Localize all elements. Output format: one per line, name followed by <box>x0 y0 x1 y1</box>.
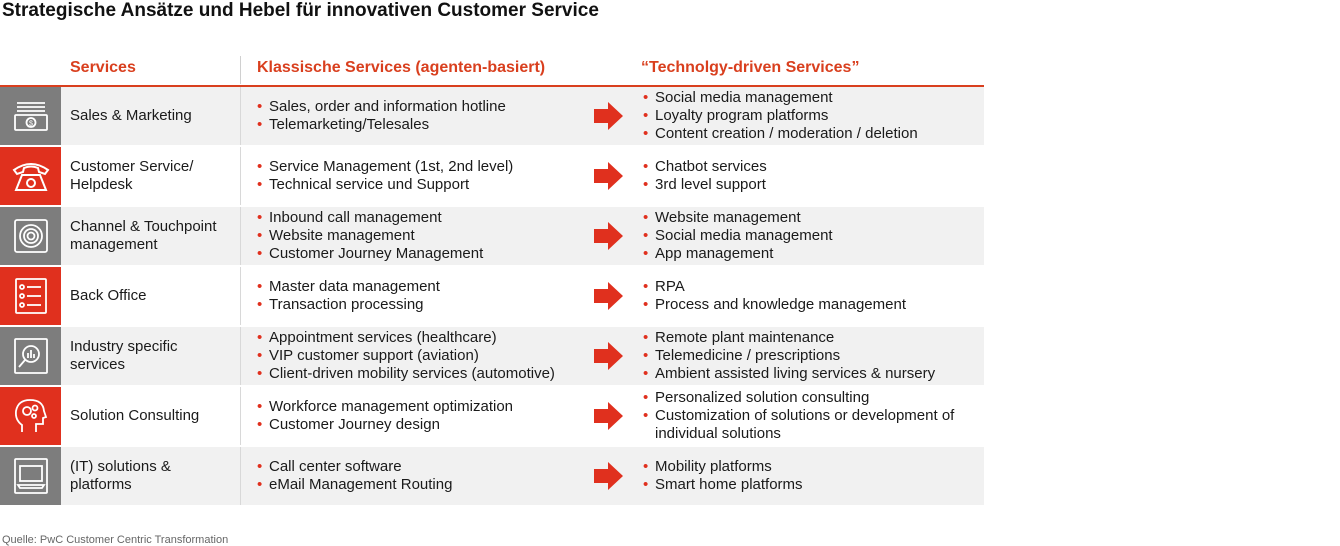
laptop-icon <box>0 447 61 505</box>
table-row <box>0 327 984 385</box>
arrow-right-icon <box>594 222 623 250</box>
column-divider <box>240 327 241 385</box>
list-item: • VIP customer support (aviation) <box>257 347 587 365</box>
list-item: • Customer Journey design <box>257 416 587 434</box>
column-divider <box>240 387 241 445</box>
tech-services-list <box>643 327 978 385</box>
list-item: • Technical service und Support <box>257 176 587 194</box>
arrow-right-icon <box>594 102 623 130</box>
source-note: Quelle: PwC Customer Centric Transformation <box>2 534 229 546</box>
classic-services-list <box>257 87 587 145</box>
head-gears-icon <box>0 387 61 445</box>
target-icon <box>0 207 61 265</box>
list-item: • Remote plant maintenance <box>643 329 978 347</box>
list-item: • Process and knowledge management <box>643 296 978 314</box>
list-item: • Customer Journey Management <box>257 245 587 263</box>
list-item: • Chatbot services <box>643 158 978 176</box>
arrow-right-icon <box>594 282 623 310</box>
classic-services-list <box>257 207 587 265</box>
header-tech-services: “Technolgy-driven Services” <box>641 59 860 76</box>
tech-services-list <box>643 207 978 265</box>
classic-services-list <box>257 147 587 205</box>
classic-services-list <box>257 327 587 385</box>
list-item: • Service Management (1st, 2nd level) <box>257 158 587 176</box>
header-classic-services: Klassische Services (agenten-basiert) <box>257 59 546 76</box>
arrow-right-icon <box>594 402 623 430</box>
list-item: • Website management <box>257 227 587 245</box>
table-row <box>0 267 984 325</box>
list-item: • Ambient assisted living services & nursery <box>643 365 978 383</box>
list-item: • Workforce management optimization <box>257 398 587 416</box>
list-item: • Telemarketing/Telesales <box>257 116 587 134</box>
service-name: Industry specific services <box>70 338 178 373</box>
header-divider <box>240 56 241 84</box>
list-item: • Telemedicine / prescriptions <box>643 347 978 365</box>
list-item: • Inbound call management <box>257 209 587 227</box>
list-item: • Social media management <box>643 227 978 245</box>
list-item: • Loyalty program platforms <box>643 107 978 125</box>
checklist-icon <box>0 267 61 325</box>
list-item: • RPA <box>643 278 978 296</box>
tech-services-list <box>643 147 978 205</box>
service-name: (IT) solutions & platforms <box>70 458 171 493</box>
services-table <box>0 87 984 507</box>
service-name: Sales & Marketing <box>70 107 192 124</box>
classic-services-list <box>257 447 587 505</box>
column-divider <box>240 87 241 145</box>
table-row <box>0 207 984 265</box>
table-row <box>0 147 984 205</box>
arrow-right-icon <box>594 462 623 490</box>
list-item: • Appointment services (healthcare) <box>257 329 587 347</box>
tech-services-list <box>643 87 978 145</box>
table-row <box>0 87 984 145</box>
svg-text:$: $ <box>28 120 33 128</box>
classic-services-list <box>257 267 587 325</box>
money-bill-icon <box>0 87 61 145</box>
list-item: • Social media management <box>643 89 978 107</box>
list-item: • Call center software <box>257 458 587 476</box>
column-divider <box>240 207 241 265</box>
arrow-right-icon <box>594 162 623 190</box>
arrow-right-icon <box>594 342 623 370</box>
service-name: Solution Consulting <box>70 407 200 424</box>
service-name: Back Office <box>70 287 147 304</box>
list-item: • Sales, order and information hotline <box>257 98 587 116</box>
classic-services-list <box>257 387 587 445</box>
tech-services-list <box>643 387 978 445</box>
list-item: • Website management <box>643 209 978 227</box>
list-item: • eMail Management Routing <box>257 476 587 494</box>
column-divider <box>240 147 241 205</box>
list-item: • App management <box>643 245 978 263</box>
magnifier-chart-icon <box>0 327 61 385</box>
service-name: Customer Service/ Helpdesk <box>70 158 194 193</box>
service-name: Channel & Touchpoint management <box>70 218 217 253</box>
column-divider <box>240 267 241 325</box>
list-item: • Smart home platforms <box>643 476 978 494</box>
list-item: • Master data management <box>257 278 587 296</box>
list-item: • 3rd level support <box>643 176 978 194</box>
header-services: Services <box>70 59 136 76</box>
column-divider <box>240 447 241 505</box>
list-item: • Personalized solution consulting <box>643 389 978 407</box>
tech-services-list <box>643 267 978 325</box>
telephone-icon <box>0 147 61 205</box>
list-item: • Customization of solutions or development of individual solutions <box>643 407 978 443</box>
table-row <box>0 387 984 445</box>
table-row <box>0 447 984 505</box>
list-item: • Transaction processing <box>257 296 587 314</box>
list-item: • Client-driven mobility services (automotive) <box>257 365 587 383</box>
page-title: Strategische Ansätze und Hebel für innovativen Customer Service <box>2 0 599 21</box>
list-item: • Content creation / moderation / deletion <box>643 125 978 143</box>
tech-services-list <box>643 447 978 505</box>
list-item: • Mobility platforms <box>643 458 978 476</box>
